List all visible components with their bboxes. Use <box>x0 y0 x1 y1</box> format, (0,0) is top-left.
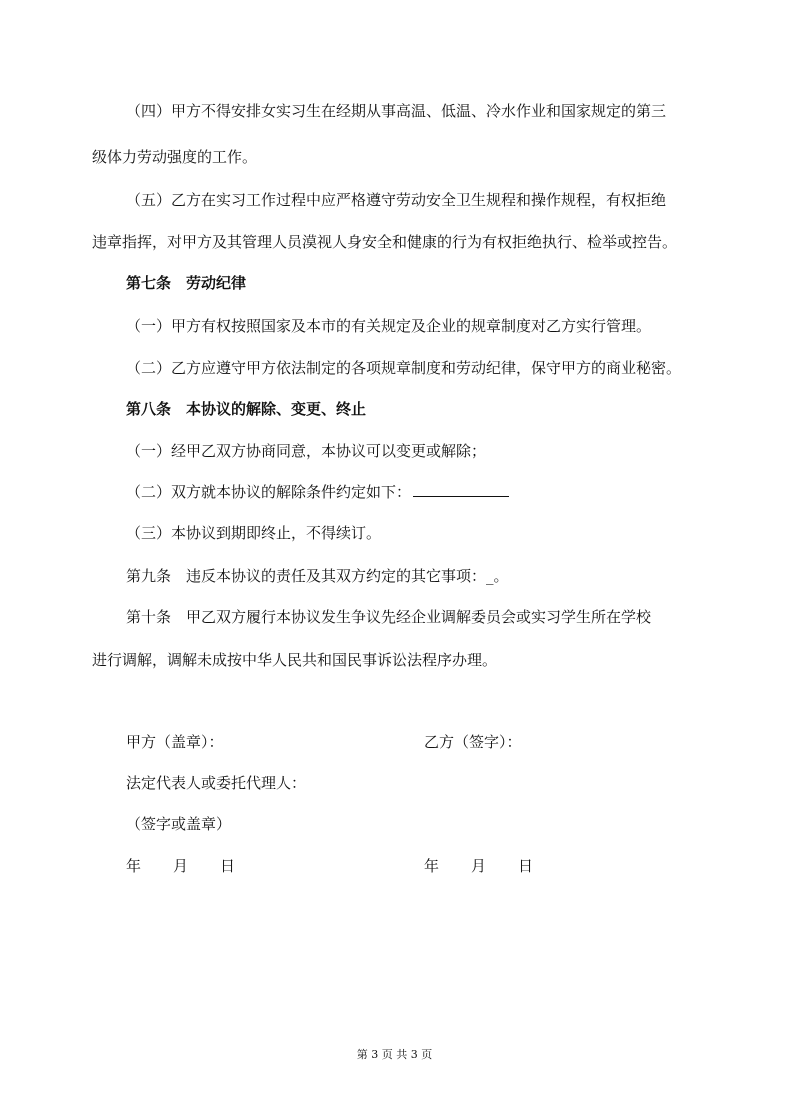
party-a-seal-label: 甲方（盖章）： <box>126 733 224 751</box>
article-8-item-1: （一）经甲乙双方协商同意，本协议可以变更或解除； <box>126 442 487 460</box>
legal-representative-label: 法定代表人或委托代理人： <box>126 774 307 792</box>
month-label: 月 <box>471 857 487 875</box>
page-number-footer: 第 3 页 共 3 页 <box>356 1048 433 1061</box>
article-7-item-1: （一）甲方有权按照国家及本市的有关规定及企业的规章制度对乙方实行管理。 <box>126 317 652 335</box>
paragraph-4-line-2: 级体力劳动强度的工作。 <box>92 148 258 166</box>
article-9: 第九条 违反本协议的责任及其双方约定的其它事项：_。 <box>126 567 509 585</box>
party-a-date <box>126 855 235 877</box>
article-7-title: 第七条 劳动纪律 <box>126 274 247 292</box>
party-b-date <box>424 855 533 877</box>
paragraph-5-line-1: （五）乙方在实习工作过程中应严格遵守劳动安全卫生规程和操作规程，有权拒绝 <box>126 191 667 209</box>
article-10-line-2: 进行调解，调解未成按中华人民共和国民事诉讼法程序办理。 <box>92 651 498 669</box>
article-8-title: 第八条 本协议的解除、变更、终止 <box>126 400 367 418</box>
day-label: 日 <box>220 857 236 875</box>
paragraph-4-line-1: （四）甲方不得安排女实习生在经期从事高温、低温、冷水作业和国家规定的第三 <box>126 102 667 120</box>
day-label: 日 <box>518 857 534 875</box>
year-label: 年 <box>126 857 142 875</box>
party-b-sign-label: 乙方（签字）： <box>424 733 522 751</box>
article-10-line-1: 第十条 甲乙双方履行本协议发生争议先经企业调解委员会或实习学生所在学校 <box>126 608 652 626</box>
sign-or-seal-label: （签字或盖章） <box>126 815 232 833</box>
article-8-item-2-text: （二）双方就本协议的解除条件约定如下： <box>126 483 412 501</box>
article-7-item-2: （二）乙方应遵守甲方依法制定的各项规章制度和劳动纪律，保守甲方的商业秘密。 <box>126 359 682 377</box>
month-label: 月 <box>173 857 189 875</box>
article-8-item-2 <box>126 481 697 503</box>
paragraph-5-line-2: 违章指挥，对甲方及其管理人员漠视人身安全和健康的行为有权拒绝执行、检举或控告。 <box>92 233 678 251</box>
year-label: 年 <box>424 857 440 875</box>
fill-in-blank <box>413 482 509 497</box>
article-8-item-3: （三）本协议到期即终止，不得续订。 <box>126 524 382 542</box>
